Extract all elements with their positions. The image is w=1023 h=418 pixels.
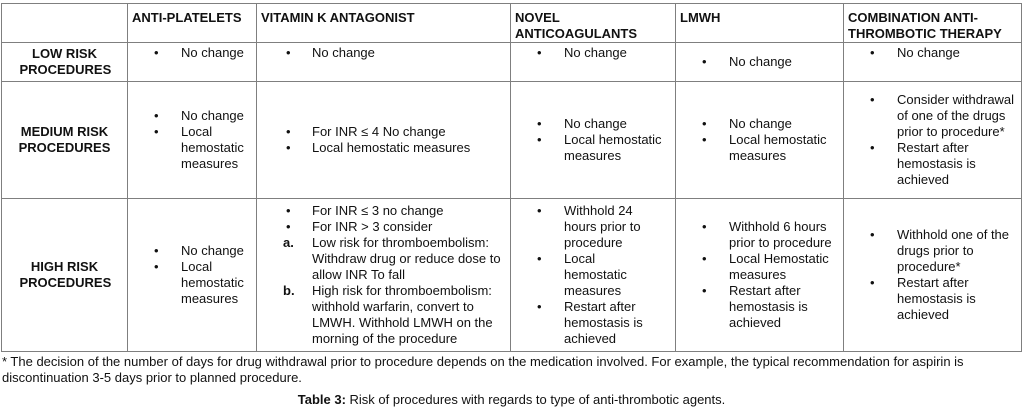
list-item: • Withhold 6 hours prior to procedure bbox=[676, 219, 843, 251]
table-row-medium bbox=[2, 82, 1022, 199]
cell-low-vka bbox=[257, 43, 511, 82]
cell-medium-lmwh bbox=[676, 82, 844, 199]
list-item: • For INR ≤ 4 No change bbox=[257, 124, 510, 140]
cell-high-novel bbox=[511, 199, 676, 352]
list-item: • For INR ≤ 3 no change bbox=[257, 203, 506, 219]
caption-label: Table 3: bbox=[297, 392, 346, 407]
list-item: • No change bbox=[676, 116, 843, 132]
list-item: • No change bbox=[511, 116, 675, 132]
list-item-b-text: High risk for thromboembolism: withhold warfarin, convert to LMWH. Withhold LMWH on the morning of the procedure bbox=[312, 283, 493, 346]
list-item-a-text: Low risk for thromboembolism: Withdraw drug or reduce dose to allow INR To fall bbox=[312, 235, 501, 282]
list-item: • Local hemostatic measures bbox=[128, 124, 256, 172]
cell-high-vka bbox=[257, 199, 511, 352]
table-row-high bbox=[2, 199, 1022, 352]
cell-high-combination bbox=[844, 199, 1022, 352]
header-antiplatelets: ANTI-PLATELETS bbox=[128, 4, 257, 43]
list-item: • Local hemostatic measures bbox=[511, 251, 647, 299]
list-item: • Restart after hemostasis is achieved bbox=[844, 140, 1015, 188]
risk-table bbox=[1, 3, 1022, 352]
footnote: * The decision of the number of days for drug withdrawal prior to procedure depends on the medication involved. For example, the typical recommendation for aspirin is discontinuation 3-5 days prior to planned procedure. bbox=[2, 354, 964, 385]
list-item: • No change bbox=[128, 45, 256, 61]
list-item: • Consider withdrawal of one of the drugs prior to procedure* bbox=[844, 92, 1015, 140]
cell-high-antiplatelets bbox=[128, 199, 257, 352]
list-item: • Local Hemostatic measures bbox=[676, 251, 843, 283]
cell-low-combination bbox=[844, 43, 1022, 82]
list-item: • Local hemostatic measures bbox=[128, 259, 256, 307]
list-item: • No change bbox=[128, 108, 256, 124]
list-item: • No change bbox=[676, 54, 843, 70]
row-label-low bbox=[2, 43, 128, 82]
cell-high-lmwh bbox=[676, 199, 844, 352]
cell-low-lmwh bbox=[676, 43, 844, 82]
header-corner bbox=[2, 4, 128, 43]
row-label-low-text: LOW RISK PROCEDURES bbox=[19, 46, 112, 77]
caption-text: Risk of procedures with regards to type of anti-thrombotic agents. bbox=[345, 392, 726, 407]
list-item-b bbox=[257, 283, 506, 347]
list-item: • Local hemostatic measures bbox=[257, 140, 510, 156]
cell-medium-novel bbox=[511, 82, 676, 199]
table-caption bbox=[0, 392, 1023, 408]
cell-medium-antiplatelets bbox=[128, 82, 257, 199]
list-item: • Withhold one of the drugs prior to procedure* bbox=[844, 227, 1013, 275]
list-item: • Withhold 24 hours prior to procedure bbox=[511, 203, 647, 251]
row-label-high-text: HIGH RISK PROCEDURES bbox=[19, 259, 112, 290]
list-item: • No change bbox=[511, 45, 675, 61]
header-novel: NOVEL ANTICOAGULANTS bbox=[511, 4, 676, 43]
list-item: • Local hemostatic measures bbox=[676, 132, 843, 164]
cell-medium-vka bbox=[257, 82, 511, 199]
cell-medium-combination bbox=[844, 82, 1022, 199]
list-item: • For INR > 3 consider bbox=[257, 219, 506, 235]
list-item: • Restart after hemostasis is achieved bbox=[511, 299, 647, 347]
row-label-medium bbox=[2, 82, 128, 199]
list-item: • Restart after hemostasis is achieved bbox=[676, 283, 843, 331]
header-combination: COMBINATION ANTI-THROMBOTIC THERAPY bbox=[844, 4, 1022, 43]
header-vka: VITAMIN K ANTAGONIST bbox=[257, 4, 511, 43]
header-lmwh: LMWH bbox=[676, 4, 844, 43]
cell-low-novel bbox=[511, 43, 676, 82]
row-label-medium-text: MEDIUM RISK PROCEDURES bbox=[18, 124, 111, 155]
header-row bbox=[2, 4, 1022, 43]
list-item: • No change bbox=[257, 45, 510, 61]
list-item-a bbox=[257, 235, 506, 283]
cell-low-antiplatelets bbox=[128, 43, 257, 82]
table-row-low bbox=[2, 43, 1022, 82]
row-label-high bbox=[2, 199, 128, 352]
list-item: • Local hemostatic measures bbox=[511, 132, 675, 164]
list-item: • No change bbox=[844, 45, 1021, 61]
list-item: • No change bbox=[128, 243, 256, 259]
list-item: • Restart after hemostasis is achieved bbox=[844, 275, 1013, 323]
